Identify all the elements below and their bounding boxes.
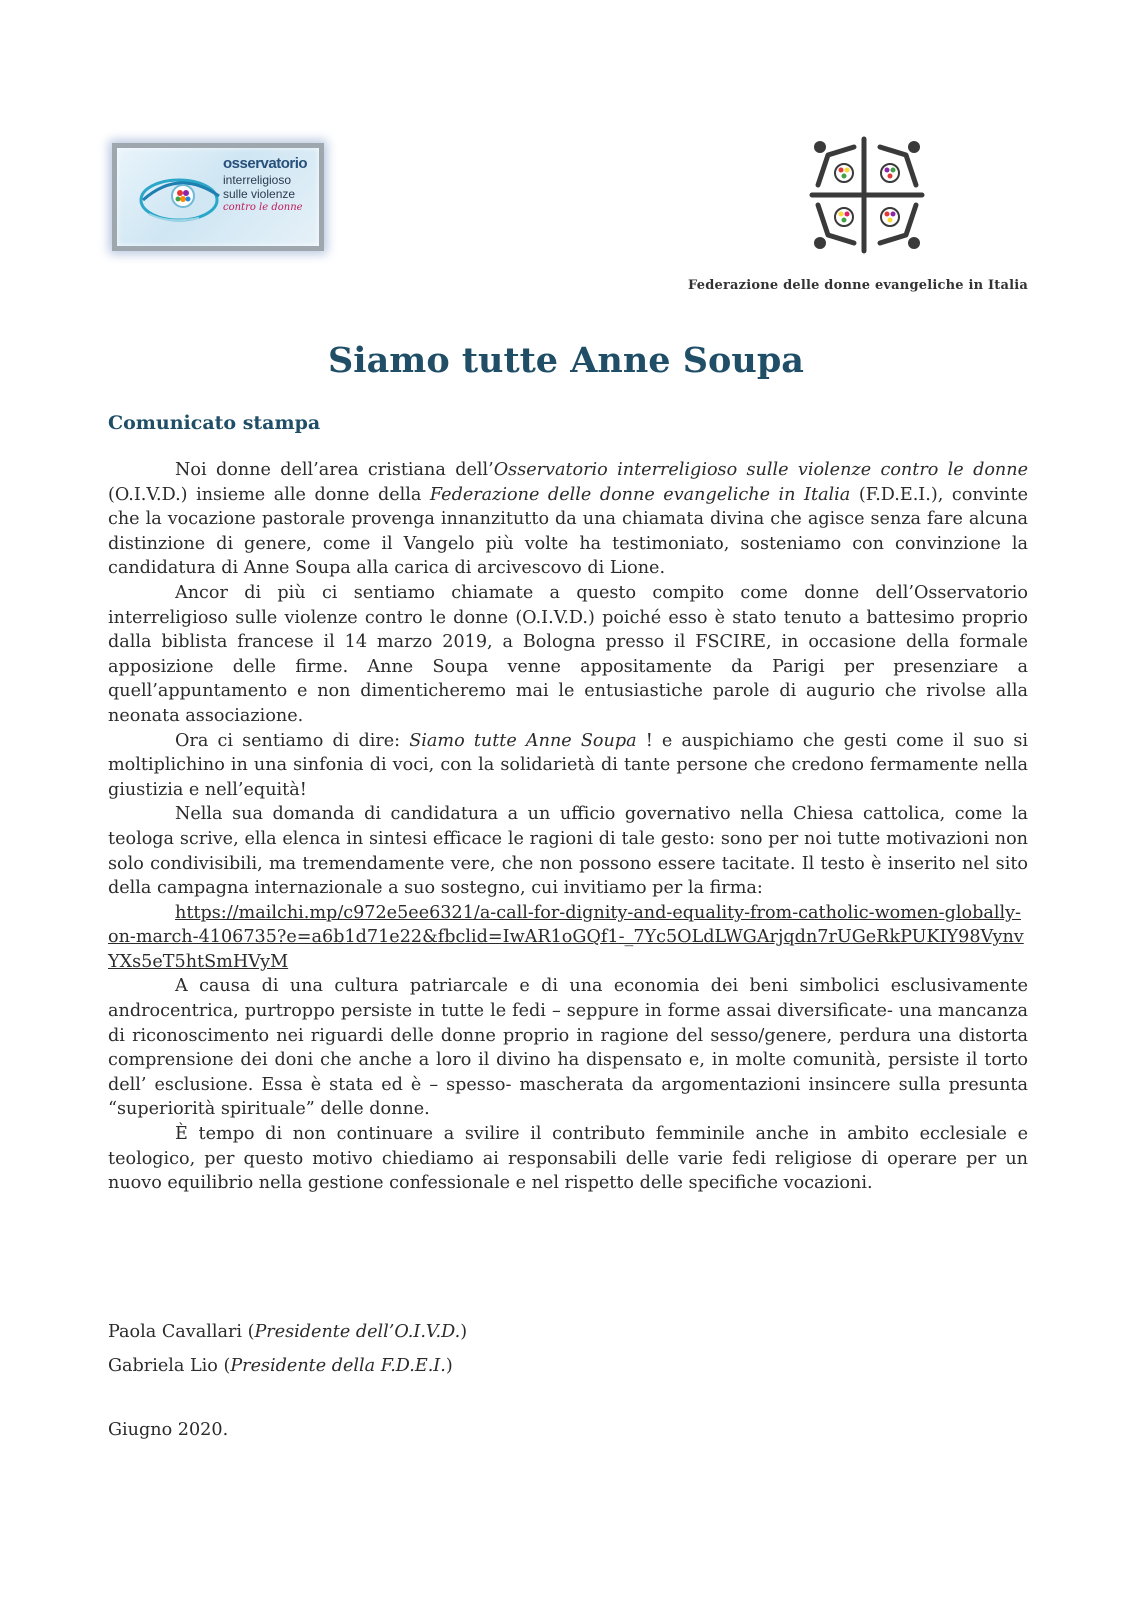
paragraph-3 [108, 729, 1028, 803]
p1-text-a: Noi donne dell’area cristiana dell’ [175, 460, 494, 480]
p3-italic-slogan: Siamo tutte Anne Soupa [409, 730, 637, 751]
federation-caption: Federazione delle donne evangeliche in Italia [688, 278, 1028, 293]
p3-text-a: Ora ci sentiamo di dire: [175, 730, 410, 751]
p1-italic-osservatorio: Osservatorio interreligioso sulle violenze contro le donne [493, 460, 1028, 480]
press-release-heading: Comunicato stampa [108, 412, 321, 434]
signature-name: Gabriela Lio ( [108, 1356, 231, 1376]
eye-globe-icon [139, 166, 227, 226]
p1-text-c: (O.I.V.D.) insieme alle donne della [108, 484, 430, 505]
paragraph-6: È tempo di non continuare a svilire il contributo femminile anche in ambito ecclesiale e teologico, per questo motivo chiediamo ai responsabili delle varie fedi religiose di operare per un nuovo equilibrio nella gestione confessionale e nel rispetto delle specifiche vocazioni. [108, 1124, 1028, 1194]
osservatorio-logo [112, 143, 324, 251]
fdei-logo [808, 135, 926, 255]
signature-close: ) [445, 1356, 453, 1376]
osservatorio-wordmark [223, 156, 323, 213]
document-date: Giugno 2020. [108, 1420, 229, 1440]
logo-line-3: sulle violenze [223, 187, 296, 201]
logo-line-4: contro le donne [223, 202, 303, 213]
campaign-link[interactable]: https://mailchi.mp/c972e5ee6321/a-call-for-dignity-and-equality-from-catholic-women-globally-on-march-4106735?e=a6b1d71e22&fbclid=IwAR1oGQf1-_7Yc5OLdLWGArjqdn7rUGeRkPUKIY98VynvYXs5eT5htSmHVyM [108, 902, 1024, 972]
logo-line-2: interreligioso [223, 173, 292, 187]
paragraph-1 [108, 458, 1028, 581]
p1-italic-federazione: Federazione delle donne evangeliche in Italia [429, 484, 851, 505]
paragraph-5: A causa di una cultura patriarcale e di una economia dei beni simbolici esclusivamente androcentrica, purtroppo persiste in tutte le fedi – seppure in forme assai diversificate- una mancanza di riconoscimento nei riguardi delle donne proprio in ragione del sesso/genere, perdura una distorta comprensione dei doni che anche a loro il divino ha dispensato e, in molte comunità, persiste il torto dell’ esclusione. Essa è stata ed è – spesso- mascherata da argomentazioni insincere sulla presunta “superiorità spirituale” delle donne. [108, 976, 1028, 1120]
p1-text-e: (F.D.E.I.), convinte che la vocazione pastorale provenga innanzitutto da una chiamata divina che agisce senza fare alcuna distinzione di genere, come il Vangelo più volte ha testimoniato, sosteniamo con convinzione la candidatura di Anne Soupa alla carica di arcivescovo di Lione. [108, 484, 1028, 579]
page-title: Siamo tutte Anne Soupa [328, 340, 804, 381]
press-release-body [108, 458, 1028, 1196]
paragraph-2: Ancor di più ci sentiamo chiamate a questo compito come donne dell’Osservatorio interreligioso sulle violenze contro le donne (O.I.V.D.) poiché esso è stato tenuto a battesimo proprio dalla biblista francese il 14 marzo 2019, a Bologna presso il FSCIRE, in occasione della formale apposizione delle firme. Anne Soupa venne appositamente da Parigi per presenziare a quell’appuntamento e non dimenticheremo mai le entusiastiche parole di augurio che rivolse alla neonata associazione. [108, 582, 1028, 726]
signature-name: Paola Cavallari ( [108, 1322, 255, 1342]
signature-role: Presidente della F.D.E.I. [230, 1356, 446, 1376]
p3-text-c: ! e auspichiamo che gesti come il suo si moltiplichino in una sinfonia di voci, con la solidarietà di tante persone che credono fermamente nella giustizia e nell’equità! [108, 730, 1029, 800]
signature-role: Presidente dell’O.I.V.D. [254, 1322, 461, 1342]
signature-oivd [108, 1322, 467, 1342]
campaign-link-paragraph [108, 901, 1028, 975]
signature-close: ) [460, 1322, 468, 1342]
logo-line-1: osservatorio [223, 155, 308, 172]
signature-fdei [108, 1356, 453, 1376]
paragraph-4: Nella sua domanda di candidatura a un ufficio governativo nella Chiesa cattolica, come la teologa scrive, ella elenca in sintesi efficace le ragioni di tale gesto: sono per noi tutte motivazioni non solo condivisibili, ma tremendamente vere, che non possono essere tacitate. Il testo è inserito nel sito della campagna internazionale a suo sostegno, cui invitiamo per la firma: [108, 804, 1028, 899]
